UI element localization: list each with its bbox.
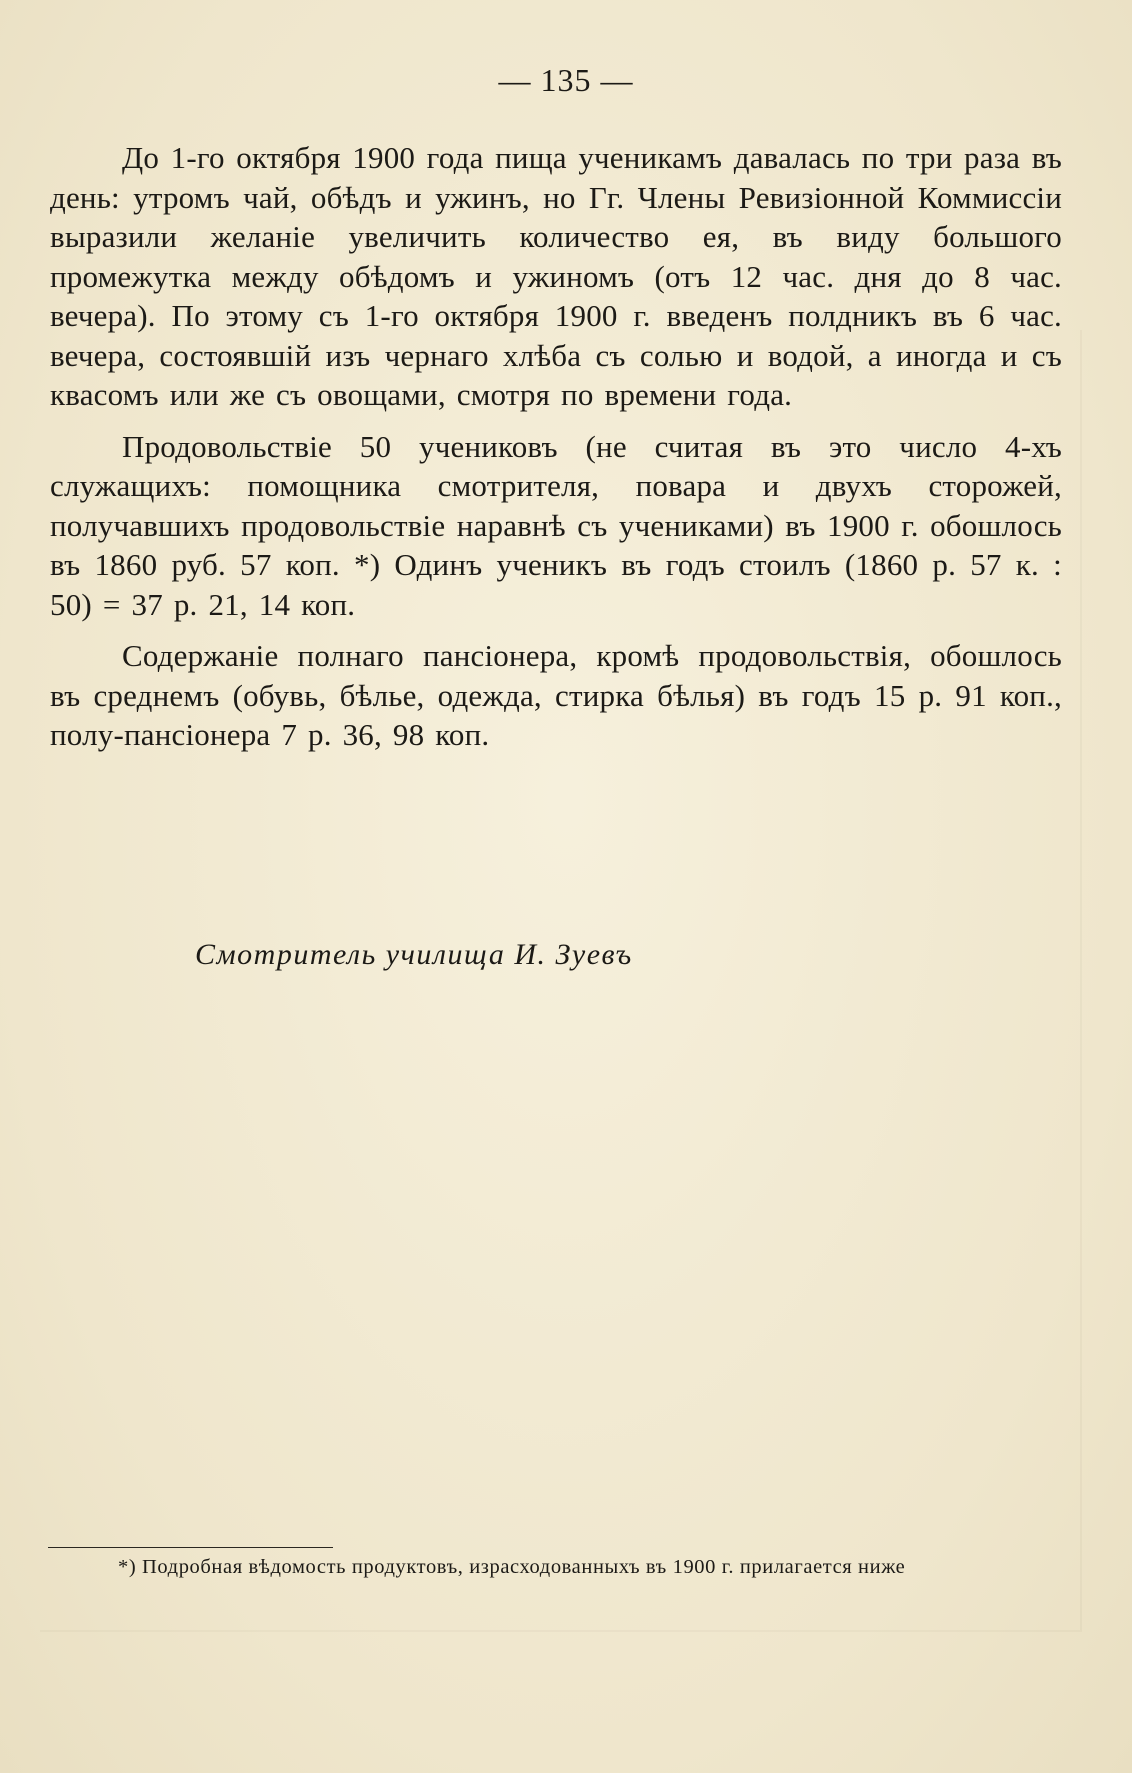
footnote-divider [48,1547,333,1548]
footnote: *) Подробная вѣдомость продуктовъ, израсходованныхъ въ 1900 г. прилагается ниже [118,1556,906,1578]
paragraph-provisions: Продовольствіе 50 учениковъ (не считая въ это число 4-хъ служащихъ: помощника смотрителя, повара и двухъ сторожей, получавшихъ продовольствіе наравнѣ съ учениками) въ 1900 г. обошлось въ 1860 руб. 57 коп. *) Одинъ ученикъ въ годъ стоилъ (1860 р. 57 к. : 50) = 37 р. 21, 14 коп. [50,428,1062,622]
paragraph-boarder-costs: Содержаніе полнаго пансіонера, кромѣ продовольствія, обошлось въ среднемъ (обувь, бѣлье, одежда, стирка бѣлья) въ годъ 15 р. 91 коп., полу-пансіонера 7 р. 36, 98 коп. [50,638,1062,752]
paragraph-meals: До 1-го октября 1900 года пища ученикамъ давалась по три раза въ день: утромъ чай, обѣдъ и ужинъ, но Гг. Члены Ревизіонной Коммиссіи выразили желаніе увеличить количество ея, въ виду большого промежутка между обѣдомъ и ужиномъ (отъ 12 час. дня до 8 час. вечера). По этому съ 1-го октября 1900 г. введенъ полдникъ въ 6 час. вечера, состоявшій изъ чернаго хлѣба съ солью и водой, а иногда и съ квасомъ или же съ овощами, смотря по времени года. [50,140,1062,412]
signature: Смотритель училища И. Зуевъ [195,938,633,971]
page-number: — 135 — [498,62,634,98]
main-text [50,138,1062,767]
